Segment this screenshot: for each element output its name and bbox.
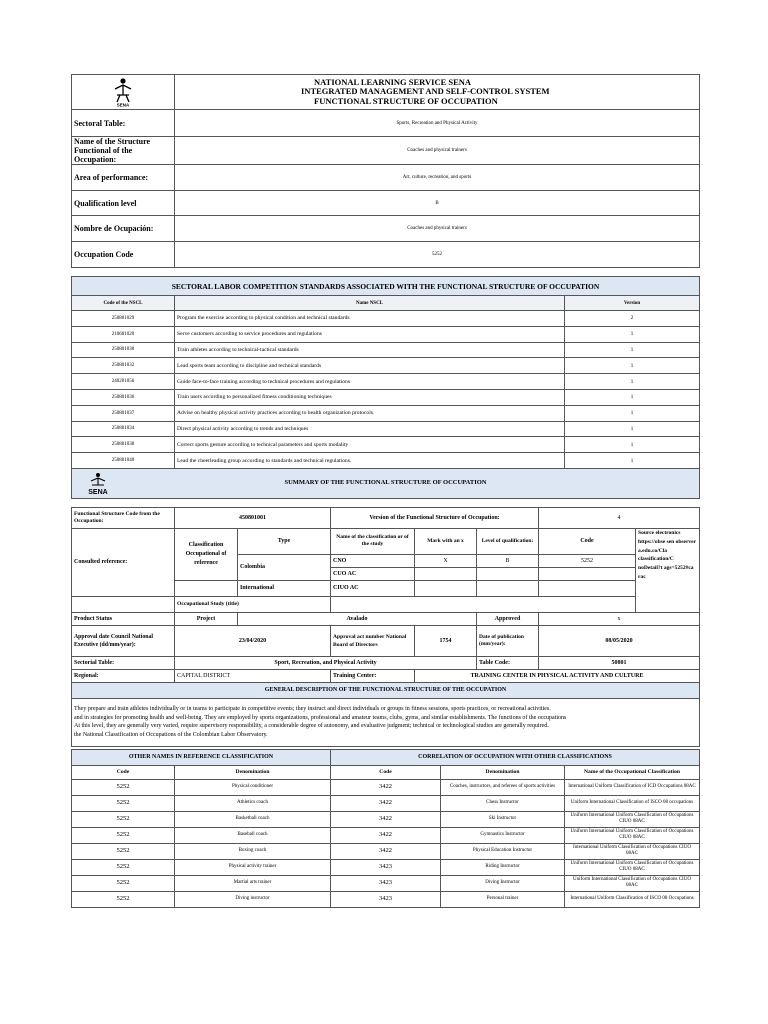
code-label: Code	[539, 528, 636, 554]
field-label: Name of the Structure Functional of the Occupation:	[72, 137, 175, 165]
other-denomination: Physical activity trainer	[175, 859, 331, 875]
field-value: Coaches and physical trainers	[175, 216, 700, 242]
description-line: and in strategies for promoting health and well-being. They are employed by sports organizations, professional and amateur teams, clubs, gyms, and similar establishments. The functions of the occupations	[74, 714, 567, 721]
classification-name: International Uniform Classification of Occupations CIUO 08AC	[565, 843, 700, 859]
field-value: Sports, Recreation and Physical Activity	[175, 110, 700, 137]
regional-label: Regional:	[72, 669, 175, 682]
training-center-value: TRAINING CENTER IN PHYSICAL ACTIVITY AND CULTURE	[415, 669, 700, 682]
correlation-denomination: Personal trainer	[441, 891, 565, 907]
field-row	[72, 216, 700, 242]
other-code: 5252	[72, 811, 175, 827]
standard-code: 250801032	[72, 358, 175, 374]
description-line: At this level, they are generally very varied, require supervisory responsibility, a considerable degree of autonomy, and evaluative judgment; technical or technological studies are generally required.	[74, 723, 549, 730]
standard-row	[72, 405, 700, 421]
standard-name: Lead the cheerleading group according to standards and technical regulations.	[175, 453, 565, 469]
standard-row	[72, 342, 700, 358]
other-name-row	[72, 859, 700, 875]
other-name-row	[72, 779, 700, 795]
other-name-row	[72, 811, 700, 827]
field-value: Coaches and physical trainers	[175, 137, 700, 165]
other-denomination: Baseball coach	[175, 827, 331, 843]
other-code: 5252	[72, 859, 175, 875]
standard-row	[72, 437, 700, 453]
fs-code-value: 450801001	[175, 507, 331, 528]
svg-text:SENA: SENA	[88, 488, 108, 496]
description-line: the National Classification of Occupations of the Colombian Labor Observatory.	[74, 732, 268, 739]
correlation-denomination: Coaches, instructors, and referees of sports activities	[441, 779, 565, 795]
standard-name: Train athletes according to technical-tactical standards	[175, 342, 565, 358]
publication-date: 08/05/2020	[539, 625, 700, 656]
approved-mark: x	[539, 612, 700, 625]
col-denomination-2: Denomination	[441, 765, 565, 779]
correlation-code: 3422	[331, 827, 441, 843]
other-denomination: Boxing coach	[175, 843, 331, 859]
other-names-table	[71, 749, 700, 908]
other-code: 5252	[72, 795, 175, 811]
standards-table	[71, 276, 700, 469]
summary-bar	[71, 469, 700, 499]
correlation-denomination: Ski Instructor	[441, 811, 565, 827]
title-line-2: INTEGRATED MANAGEMENT AND SELF-CONTROL SYSTEM	[301, 86, 550, 97]
correlation-denomination: Riding Instructor	[441, 859, 565, 875]
standard-row	[72, 311, 700, 327]
cno-label: CNO	[331, 554, 415, 567]
publication-label: Date of publication (mm/year):	[477, 625, 539, 656]
standard-version: 1	[565, 437, 700, 453]
sectorial-label: Sectorial Table:	[72, 656, 175, 669]
standard-version: 2	[565, 311, 700, 327]
classification-label: Classification Occupational of reference	[175, 528, 238, 580]
classification-name: International Uniform Classification of ISCO 08 Occupations	[565, 891, 700, 907]
field-label: Nombre de Ocupación:	[72, 216, 175, 242]
field-label: Qualification level	[72, 191, 175, 216]
title-line-1: NATIONAL LEARNING SERVICE SENA	[314, 76, 472, 87]
summary-title: SUMMARY OF THE FUNCTIONAL STRUCTURE OF OCCUPATION	[284, 478, 487, 486]
standard-code: 250801036	[72, 389, 175, 405]
standard-code: 250801037	[72, 405, 175, 421]
cno-code: 5252	[539, 554, 636, 567]
regional-value: CAPITAL DISTRICT	[175, 669, 331, 682]
occupation-document	[71, 74, 700, 908]
field-label: Occupation Code	[72, 242, 175, 268]
standard-name: Train users according to personalized fitness conditioning techniques	[175, 389, 565, 405]
table-code-value: 50801	[539, 656, 700, 669]
other-names-body	[72, 779, 700, 907]
classification-name: Uniform International Classification of ISCO 08 occupations	[565, 795, 700, 811]
field-row	[72, 137, 700, 165]
other-name-row	[72, 875, 700, 891]
type-label: Type	[238, 528, 331, 554]
other-code: 5252	[72, 843, 175, 859]
standard-version: 1	[565, 358, 700, 374]
act-number: 1754	[415, 625, 477, 656]
standards-title: SECTORAL LABOR COMPETITION STANDARDS ASSOCIATED WITH THE FUNCTIONAL STRUCTURE OF OCCUPATION	[72, 277, 700, 296]
standard-version: 1	[565, 389, 700, 405]
standard-row	[72, 374, 700, 390]
field-row	[72, 242, 700, 268]
correlation-denomination: Physical Education Instructor	[441, 843, 565, 859]
sena-logo-icon	[112, 77, 134, 107]
other-code: 5252	[72, 827, 175, 843]
standard-code: 240201056	[72, 374, 175, 390]
correlation-title: CORRELATION OF OCCUPATION WITH OTHER CLASSIFICATIONS	[331, 749, 700, 765]
standard-row	[72, 453, 700, 469]
other-denomination: Basketball coach	[175, 811, 331, 827]
standard-code: 250801034	[72, 421, 175, 437]
col-code-2: Code	[331, 765, 441, 779]
other-name-row	[72, 827, 700, 843]
other-code: 5252	[72, 875, 175, 891]
approval-date-value: 23/04/2020	[175, 625, 331, 656]
other-code: 5252	[72, 891, 175, 907]
standard-code: 250801040	[72, 453, 175, 469]
title-line-3: FUNCTIONAL STRUCTURE OF OCCUPATION	[314, 95, 498, 106]
other-code: 5252	[72, 779, 175, 795]
standard-code: 250801029	[72, 311, 175, 327]
other-name-row	[72, 795, 700, 811]
classification-name: Uniform International Uniform Classification of Occupations CIUO 08AC	[565, 811, 700, 827]
source-label: Source electronics https://obse sen observer a.edu.co/Cla classification/C noDetail?t ags=5252#ca rac	[636, 528, 700, 612]
standard-row	[72, 358, 700, 374]
header-table	[71, 74, 700, 268]
study-title-label: Occupational Study (title)	[175, 596, 331, 612]
other-denomination: Diving instructor	[175, 891, 331, 907]
level-label: Level of qualification:	[477, 528, 539, 554]
standards-body	[72, 311, 700, 469]
field-row	[72, 165, 700, 191]
field-label: Area of performance:	[72, 165, 175, 191]
classification-name: Uniform International Uniform Classification of Occupations CIUO 08AC	[565, 827, 700, 843]
standard-version: 1	[565, 342, 700, 358]
correlation-code: 3423	[331, 891, 441, 907]
version-value: 4	[539, 507, 700, 528]
standard-code: 250801030	[72, 342, 175, 358]
mark-label: Mark with an x	[415, 528, 477, 554]
cno-level: B	[477, 554, 539, 567]
standard-row	[72, 389, 700, 405]
classification-name: Uniform International Classification of Occupations CIUO 08AC	[565, 875, 700, 891]
summary-table	[71, 507, 700, 747]
correlation-denomination: Chess Instructor	[441, 795, 565, 811]
col-header-version: Version	[565, 296, 700, 311]
sena-logo	[72, 75, 175, 110]
standard-code: 250801038	[72, 437, 175, 453]
standard-name: Advise on healthy physical activity practices according to health organization protocols.	[175, 405, 565, 421]
svg-text:SENA: SENA	[116, 102, 130, 107]
col-code: Code	[72, 765, 175, 779]
standard-row	[72, 326, 700, 342]
field-label: Sectoral Table:	[72, 110, 175, 137]
status-approved: Approved	[477, 612, 539, 625]
act-label: Approval act number National Board of Directors	[331, 625, 415, 656]
correlation-code: 3423	[331, 859, 441, 875]
other-denomination: Physical conditioner	[175, 779, 331, 795]
cuo-label: CUO AC	[331, 567, 415, 580]
classification-name: International Uniform Classification of ICD Occupations 08AC	[565, 779, 700, 795]
status-project: Project	[175, 612, 238, 625]
description-text	[72, 698, 700, 746]
study-name-label: Name of the classification or of the study	[331, 528, 415, 554]
correlation-code: 3422	[331, 843, 441, 859]
field-row	[72, 110, 700, 137]
field-value: 5252	[175, 242, 700, 268]
standard-name: Direct physical activity according to trends and techniques	[175, 421, 565, 437]
standard-version: 1	[565, 326, 700, 342]
other-name-row	[72, 843, 700, 859]
sectorial-value: Sport, Recreation, and Physical Activity	[175, 656, 477, 669]
standard-version: 1	[565, 421, 700, 437]
correlation-denomination: Gymnastics Instructor	[441, 827, 565, 843]
description-title: GENERAL DESCRIPTION OF THE FUNCTIONAL STRUCTURE OF THE OCCUPATION	[72, 682, 700, 698]
other-denomination: Martial arts trainer	[175, 875, 331, 891]
standard-name: Lead sports team according to discipline and technical standards	[175, 358, 565, 374]
field-value: Art, culture, recreation, and sports	[175, 165, 700, 191]
standard-row	[72, 421, 700, 437]
version-label: Version of the Functional Structure of Occupation:	[331, 507, 539, 528]
standard-name: Correct sports gesture according to technical parameters and sports modality	[175, 437, 565, 453]
consulted-label: Consulted reference:	[72, 528, 175, 596]
fs-code-label: Functional Structure Code from the Occupation:	[72, 507, 175, 528]
header-title	[175, 75, 700, 110]
col-classification: Name of the Occupational Classification	[565, 765, 700, 779]
classification-name: Uniform International Uniform Classification of Occupations CIUO 08AC	[565, 859, 700, 875]
other-name-row	[72, 891, 700, 907]
field-row	[72, 191, 700, 216]
correlation-denomination: Diving Instructor	[441, 875, 565, 891]
standard-version: 1	[565, 405, 700, 421]
field-value: B	[175, 191, 700, 216]
correlation-code: 3422	[331, 811, 441, 827]
international-label: International	[238, 580, 331, 596]
standard-name: Serve customers according to service procedures and regulations	[175, 326, 565, 342]
col-header-name: Name NSCL	[175, 296, 565, 311]
table-code-label: Table Code:	[477, 656, 539, 669]
other-names-title: OTHER NAMES IN REFERENCE CLASSIFICATION	[72, 749, 331, 765]
standard-version: 1	[565, 453, 700, 469]
description-line: They prepare and train athletes individually or in teams to participate in competitive events; they instruct and direct individuals or groups in fitness sessions, sports practices, or recreational activities.	[74, 705, 551, 712]
approval-date-label: Approval date Council National Executive (dd/mm/year):	[72, 625, 175, 656]
standard-code: 210601020	[72, 326, 175, 342]
standard-name: Program the exercise according to physical condition and technical standards	[175, 311, 565, 327]
col-header-code: Code of the NSCL	[72, 296, 175, 311]
status-avalado: Avalado	[238, 612, 477, 625]
colombia-label: Colombia	[238, 554, 331, 580]
other-denomination: Athletics coach	[175, 795, 331, 811]
product-status-label: Product Status	[72, 612, 175, 625]
standard-name: Guide face-to-face training according to technical procedures and regulations	[175, 374, 565, 390]
correlation-code: 3422	[331, 779, 441, 795]
col-denomination: Denomination	[175, 765, 331, 779]
correlation-code: 3423	[331, 875, 441, 891]
ciuo-label: CIUO AC	[331, 580, 415, 596]
cno-mark: X	[415, 554, 477, 567]
training-center-label: Training Center:	[331, 669, 415, 682]
standard-version: 1	[565, 374, 700, 390]
correlation-code: 3422	[331, 795, 441, 811]
